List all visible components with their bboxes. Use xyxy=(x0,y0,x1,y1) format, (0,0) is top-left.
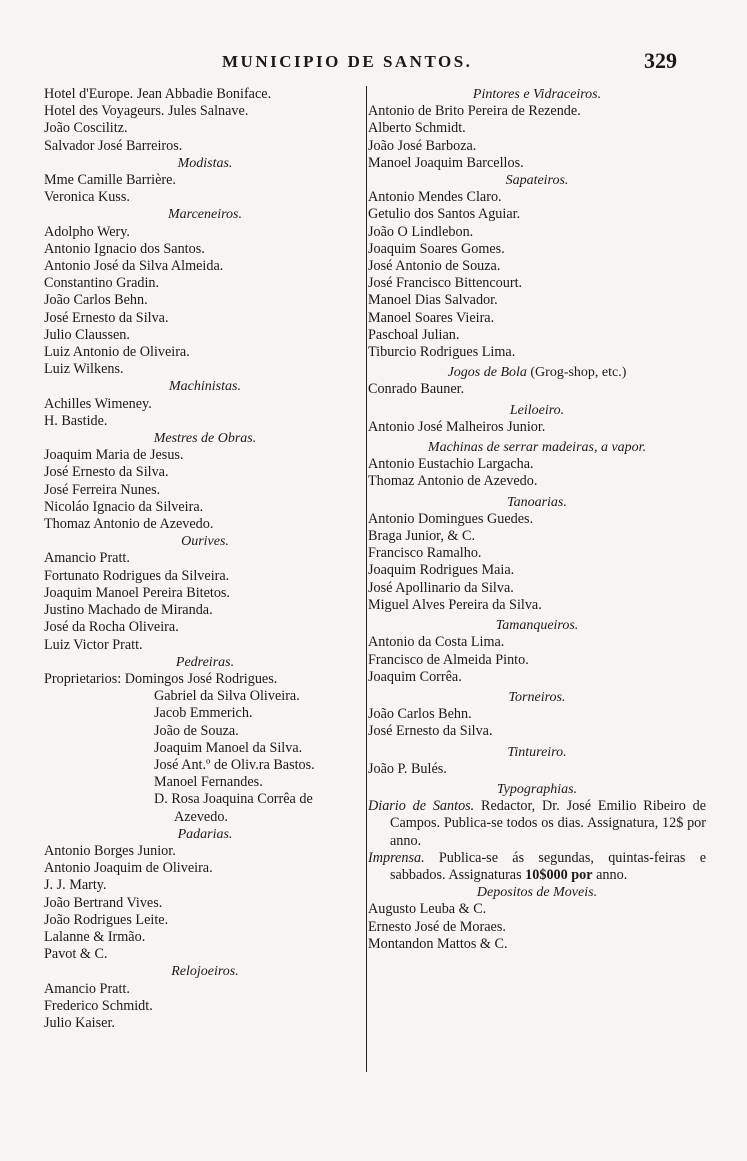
list-item: José Ernesto da Silva. xyxy=(368,723,493,740)
list-item: Antonio José da Silva Almeida. xyxy=(44,258,224,275)
list-item: Fortunato Rodrigues da Silveira. xyxy=(44,567,230,584)
list-item: H. Bastide. xyxy=(44,412,108,429)
list-item: Ernesto José de Moraes. xyxy=(368,918,506,935)
list-item: José Ferreira Nunes. xyxy=(44,481,161,498)
list-item: José Francisco Bittencourt. xyxy=(368,275,523,292)
right-column xyxy=(368,86,706,953)
entry-imprensa xyxy=(368,850,706,884)
list-item: Hotel d'Europe. Jean Abbadie Boniface. xyxy=(44,86,272,102)
running-title: MUNICIPIO DE SANTOS. xyxy=(222,52,473,71)
list-item: João O Lindlebon. xyxy=(368,223,474,240)
list-item: Alberto Schmidt. xyxy=(368,120,466,137)
list-item: D. Rosa Joaquina Corrêa de xyxy=(154,791,313,808)
entry-title: Imprensa. xyxy=(368,849,425,866)
section-heading-machinistas: Machinistas. xyxy=(169,379,241,395)
list-item-continuation: Azevedo. xyxy=(174,808,228,825)
list-item: Manoel Fernandes. xyxy=(154,774,263,791)
section-heading-typographias: Typographias. xyxy=(496,781,578,797)
list-item: Amancio Pratt. xyxy=(44,980,130,997)
left-column xyxy=(44,86,366,1032)
list-item: Francisco Ramalho. xyxy=(368,545,482,562)
list-item: Antonio Domingues Guedes. xyxy=(368,510,534,527)
list-item: Manoel Joaquim Barcellos. xyxy=(368,154,524,171)
list-item: Gabriel da Silva Oliveira. xyxy=(154,688,300,705)
heading-italic-part: Jogos de Bola xyxy=(447,365,527,381)
page-number: 329 xyxy=(644,48,677,73)
list-item: João Carlos Behn. xyxy=(44,292,148,309)
section-heading-machinas: Machinas de serrar madeiras, a vapor. xyxy=(427,440,647,456)
list-item: Antonio Ignacio dos Santos. xyxy=(44,240,205,257)
list-item: José Ernesto da Silva. xyxy=(44,309,169,326)
list-item: Jacob Emmerich. xyxy=(154,705,253,722)
section-heading-pedreiras: Pedreiras. xyxy=(175,654,235,670)
section-heading-jogos-de-bola xyxy=(368,364,706,381)
list-item: Montandon Mattos & C. xyxy=(368,935,508,952)
section-heading-padarias: Padarias. xyxy=(177,826,233,842)
list-item: Antonio Borges Junior. xyxy=(44,842,176,859)
section-heading-depositos-de-moveis: Depositos de Moveis. xyxy=(476,885,598,901)
entry-tail: anno. xyxy=(592,866,628,883)
section-heading-leiloeiro: Leiloeiro. xyxy=(509,402,565,418)
section-heading-tintureiro: Tintureiro. xyxy=(507,744,567,760)
section-heading-torneiros: Torneiros. xyxy=(508,689,566,705)
list-item: Frederico Schmidt. xyxy=(44,997,153,1014)
list-item: J. J. Marty. xyxy=(44,877,107,894)
list-item: Augusto Leuba & C. xyxy=(368,901,487,918)
list-item: José Apollinario da Silva. xyxy=(368,579,514,596)
list-item: João Carlos Behn. xyxy=(368,706,472,723)
list-item: Adolpho Wery. xyxy=(44,223,130,240)
list-item: Thomaz Antonio de Azevedo. xyxy=(368,473,538,490)
list-item: Joaquim Rodrigues Maia. xyxy=(368,562,515,579)
list-item: Getulio dos Santos Aguiar. xyxy=(368,206,521,223)
entry-title: Diario de Santos. xyxy=(368,798,475,815)
section-heading-sapateiros: Sapateiros. xyxy=(505,173,569,189)
list-item: Antonio Joaquim de Oliveira. xyxy=(44,860,213,877)
list-item: Luiz Antonio de Oliveira. xyxy=(44,344,190,361)
list-item: Braga Junior, & C. xyxy=(368,528,476,545)
list-item: Paschoal Julian. xyxy=(368,326,460,343)
list-item: Antonio de Brito Pereira de Rezende. xyxy=(368,103,581,120)
list-item: Julio Kaiser. xyxy=(44,1014,115,1031)
list-item: Antonio da Costa Lima. xyxy=(368,634,505,651)
section-heading-tanoarias: Tanoarias. xyxy=(507,494,567,510)
list-item: José Ernesto da Silva. xyxy=(44,464,169,481)
list-item: Joaquim Corrêa. xyxy=(368,668,462,685)
page-header xyxy=(0,48,747,74)
list-item: João Coscilitz. xyxy=(44,120,128,137)
list-item: José Ant.º de Oliv.ra Bastos. xyxy=(154,756,315,773)
list-item: Antonio Mendes Claro. xyxy=(368,189,502,206)
list-item: João Rodrigues Leite. xyxy=(44,911,169,928)
list-item: João José Barboza. xyxy=(368,137,477,154)
list-item: Antonio José Malheiros Junior. xyxy=(368,418,546,435)
section-heading-mestres-de-obras: Mestres de Obras. xyxy=(153,431,257,447)
section-heading-relojoeiros: Relojoeiros. xyxy=(171,964,239,980)
list-item: Hotel des Voyageurs. Jules Salnave. xyxy=(44,103,249,120)
heading-roman-part: (Grog-shop, etc.) xyxy=(526,365,627,381)
list-item: Achilles Wimeney. xyxy=(44,395,152,412)
list-item: Conrado Bauner. xyxy=(368,381,465,398)
list-item: Francisco de Almeida Pinto. xyxy=(368,651,529,668)
list-item: Thomaz Antonio de Azevedo. xyxy=(44,516,214,533)
section-heading-marceneiros: Marceneiros. xyxy=(168,207,242,223)
list-item: Joaquim Soares Gomes. xyxy=(368,240,505,257)
section-heading-tamanqueiros: Tamanqueiros. xyxy=(495,618,579,634)
list-item: Nicoláo Ignacio da Silveira. xyxy=(44,498,204,515)
list-item: Joaquim Manoel da Silva. xyxy=(154,739,303,756)
entry-price: 10$000 por xyxy=(525,866,593,883)
list-item: Antonio Eustachio Largacha. xyxy=(368,456,534,473)
list-item: Pavot & C. xyxy=(44,946,108,963)
list-item: Miguel Alves Pereira da Silva. xyxy=(368,596,542,613)
entry-diario-de-santos xyxy=(368,798,706,850)
list-item: Constantino Gradin. xyxy=(44,275,160,292)
list-item: José Antonio de Souza. xyxy=(368,258,501,275)
list-item: João de Souza. xyxy=(154,722,239,739)
entry-text: Publica-se ás segundas, quintas-feiras e sabbados. Assignaturas xyxy=(390,849,706,883)
section-heading-pintores: Pintores e Vidraceiros. xyxy=(472,87,602,102)
list-item: Lalanne & Irmão. xyxy=(44,928,146,945)
list-item: João P. Bulés. xyxy=(368,760,447,777)
list-item: Julio Claussen. xyxy=(44,326,130,343)
list-item: Tiburcio Rodrigues Lima. xyxy=(368,344,516,361)
list-item: José da Rocha Oliveira. xyxy=(44,619,179,636)
list-item: Manoel Dias Salvador. xyxy=(368,292,498,309)
list-item: Salvador José Barreiros. xyxy=(44,137,183,154)
list-item: Manoel Soares Vieira. xyxy=(368,309,495,326)
list-item: Mme Camille Barrière. xyxy=(44,172,176,189)
list-item: Proprietarios: Domingos José Rodrigues. xyxy=(44,670,278,687)
list-item: Justino Machado de Miranda. xyxy=(44,602,213,619)
list-item: Luiz Wilkens. xyxy=(44,361,124,378)
list-item: Veronica Kuss. xyxy=(44,189,130,206)
list-item: Joaquim Maria de Jesus. xyxy=(44,447,184,464)
section-heading-modistas: Modistas. xyxy=(177,155,233,171)
entry-text: Redactor, Dr. José Emilio Ribeiro de Campos. Publica-se todos os dias. Assignatura, 12$ por anno. xyxy=(390,798,706,849)
list-item: Luiz Victor Pratt. xyxy=(44,636,143,653)
list-item: Amancio Pratt. xyxy=(44,550,130,567)
list-item: Joaquim Manoel Pereira Bitetos. xyxy=(44,584,230,601)
list-item: João Bertrand Vives. xyxy=(44,894,163,911)
column-divider xyxy=(366,86,367,1072)
section-heading-ourives: Ourives. xyxy=(181,534,229,550)
